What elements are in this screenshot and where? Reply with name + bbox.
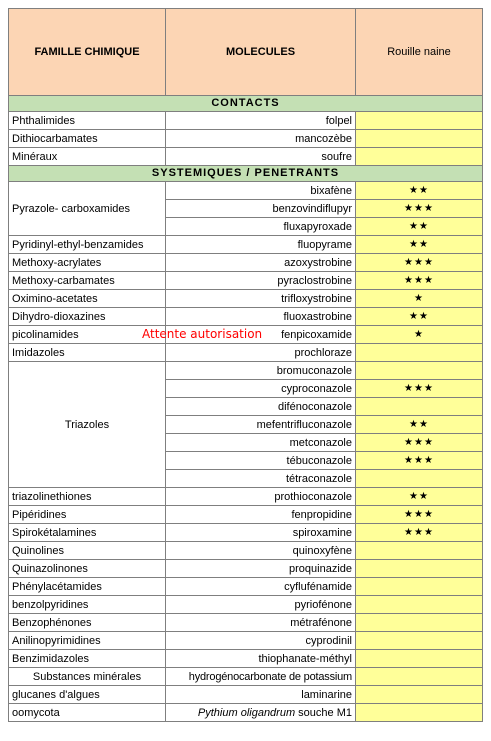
family-cell: Dithiocarbamates [9,130,166,148]
rating-cell [356,130,483,148]
family-cell: Quinazolinones [9,560,166,578]
family-cell: Pipéridines [9,506,166,524]
molecule-cell: difénoconazole [166,398,356,416]
table-row [9,236,483,254]
rating-cell: ★★★ [356,434,483,452]
section-systemiques-row [9,166,483,182]
molecule-cell: mefentrifluconazole [166,416,356,434]
rating-cell [356,398,483,416]
rating-cell [356,668,483,686]
table-row [9,254,483,272]
header-rouille-naine: Rouille naine [356,9,483,96]
molecule-cell: quinoxyfène [166,542,356,560]
rating-cell [356,578,483,596]
attente-autorisation-note: Attente autorisation [142,327,263,341]
header-molecules: MOLECULES [166,9,356,96]
rating-cell [356,542,483,560]
fungicide-table-container [8,8,482,722]
molecule-cell: fluoxastrobine [166,308,356,326]
rating-cell [356,362,483,380]
family-cell-triazoles: Triazoles [9,362,166,488]
table-row [9,632,483,650]
family-cell: Quinolines [9,542,166,560]
table-row [9,290,483,308]
rating-cell: ★★★ [356,254,483,272]
rating-cell: ★★ [356,488,483,506]
table-row [9,308,483,326]
molecule-cell [166,704,356,722]
table-row [9,488,483,506]
family-cell: Minéraux [9,148,166,166]
molecule-cell: hydrogénocarbonate de potassium [166,668,356,686]
molecule-cell: prochloraze [166,344,356,362]
header-row [9,9,483,96]
rating-cell: ★★ [356,416,483,434]
molecule-text: fenpicoxamide [281,328,352,341]
table-row [9,650,483,668]
family-cell: Pyrazole- carboxamides [9,182,166,236]
molecule-cell: proquinazide [166,560,356,578]
header-famille: FAMILLE CHIMIQUE [9,9,166,96]
molecule-cell: pyraclostrobine [166,272,356,290]
molecule-cell: cyflufénamide [166,578,356,596]
molecule-cell: tébuconazole [166,452,356,470]
rating-cell [356,650,483,668]
molecule-text: souche M1 [295,706,352,719]
family-cell: Substances minérales [9,668,166,686]
rating-cell: ★★★ [356,452,483,470]
molecule-cell: pyriofénone [166,596,356,614]
molecule-cell: tétraconazole [166,470,356,488]
section-contacts-row [9,96,483,112]
molecule-cell: spiroxamine [166,524,356,542]
table-row [9,326,483,344]
table-body [9,9,483,722]
molecule-cell: cyprodinil [166,632,356,650]
molecule-cell: metconazole [166,434,356,452]
molecule-cell: prothioconazole [166,488,356,506]
rating-cell: ★★★ [356,380,483,398]
family-cell: Dihydro-dioxazines [9,308,166,326]
rating-cell: ★★ [356,236,483,254]
rating-cell: ★★ [356,182,483,200]
family-cell: benzolpyridines [9,596,166,614]
table-row [9,362,483,380]
molecule-cell: azoxystrobine [166,254,356,272]
family-cell: Benzimidazoles [9,650,166,668]
rating-cell [356,596,483,614]
rating-cell [356,344,483,362]
molecule-cell [142,326,356,344]
table-row [9,182,483,200]
rating-cell [356,632,483,650]
rating-cell [356,614,483,632]
family-cell: oomycota [9,704,166,722]
rating-cell [356,470,483,488]
section-systemiques-label: SYSTEMIQUES / PENETRANTS [9,166,483,182]
family-cell: picolinamides [9,326,166,344]
rating-cell: ★ [356,326,483,344]
molecule-italic-text: Pythium oligandrum [197,706,296,719]
molecule-cell: fenpropidine [166,506,356,524]
molecule-cell: thiophanate-méthyl [166,650,356,668]
family-cell: Imidazoles [9,344,166,362]
family-cell: Methoxy-acrylates [9,254,166,272]
rating-cell [356,704,483,722]
table-row [9,272,483,290]
molecule-cell: fluxapyroxade [166,218,356,236]
family-cell: Spirokétalamines [9,524,166,542]
molecule-cell: laminarine [166,686,356,704]
family-cell: triazolinethiones [9,488,166,506]
rating-cell: ★★★ [356,272,483,290]
table-row [9,686,483,704]
table-row [9,506,483,524]
family-cell: glucanes d'algues [9,686,166,704]
rating-cell: ★★ [356,308,483,326]
rating-cell: ★★★ [356,506,483,524]
rating-cell [356,148,483,166]
family-cell: Phénylacétamides [9,578,166,596]
rating-cell: ★★★ [356,200,483,218]
molecule-cell: soufre [166,148,356,166]
table-row [9,130,483,148]
table-row [9,112,483,130]
rating-cell: ★★★ [356,524,483,542]
table-row [9,344,483,362]
family-cell: Phthalimides [9,112,166,130]
table-row [9,578,483,596]
molecule-cell: folpel [166,112,356,130]
molecule-cell: trifloxystrobine [166,290,356,308]
molecule-cell: bixafène [166,182,356,200]
molecule-cell: benzovindiflupyr [166,200,356,218]
molecule-cell: métrafénone [166,614,356,632]
family-cell: Oximino-acetates [9,290,166,308]
table-row [9,704,483,722]
family-cell: Anilinopyrimidines [9,632,166,650]
table-row [9,668,483,686]
family-cell: Benzophénones [9,614,166,632]
family-cell: Methoxy-carbamates [9,272,166,290]
family-cell: Pyridinyl-ethyl-benzamides [9,236,166,254]
rating-cell [356,560,483,578]
table-row [9,614,483,632]
table-row [9,524,483,542]
table-row [9,148,483,166]
fungicide-efficacy-table [8,8,483,722]
rating-cell: ★★ [356,218,483,236]
rating-cell [356,112,483,130]
table-row [9,596,483,614]
molecule-cell: fluopyrame [166,236,356,254]
section-contacts-label: CONTACTS [9,96,483,112]
rating-cell [356,686,483,704]
molecule-cell: bromuconazole [166,362,356,380]
table-row [9,542,483,560]
molecule-cell: mancozèbe [166,130,356,148]
table-row [9,560,483,578]
molecule-cell: cyproconazole [166,380,356,398]
rating-cell: ★ [356,290,483,308]
